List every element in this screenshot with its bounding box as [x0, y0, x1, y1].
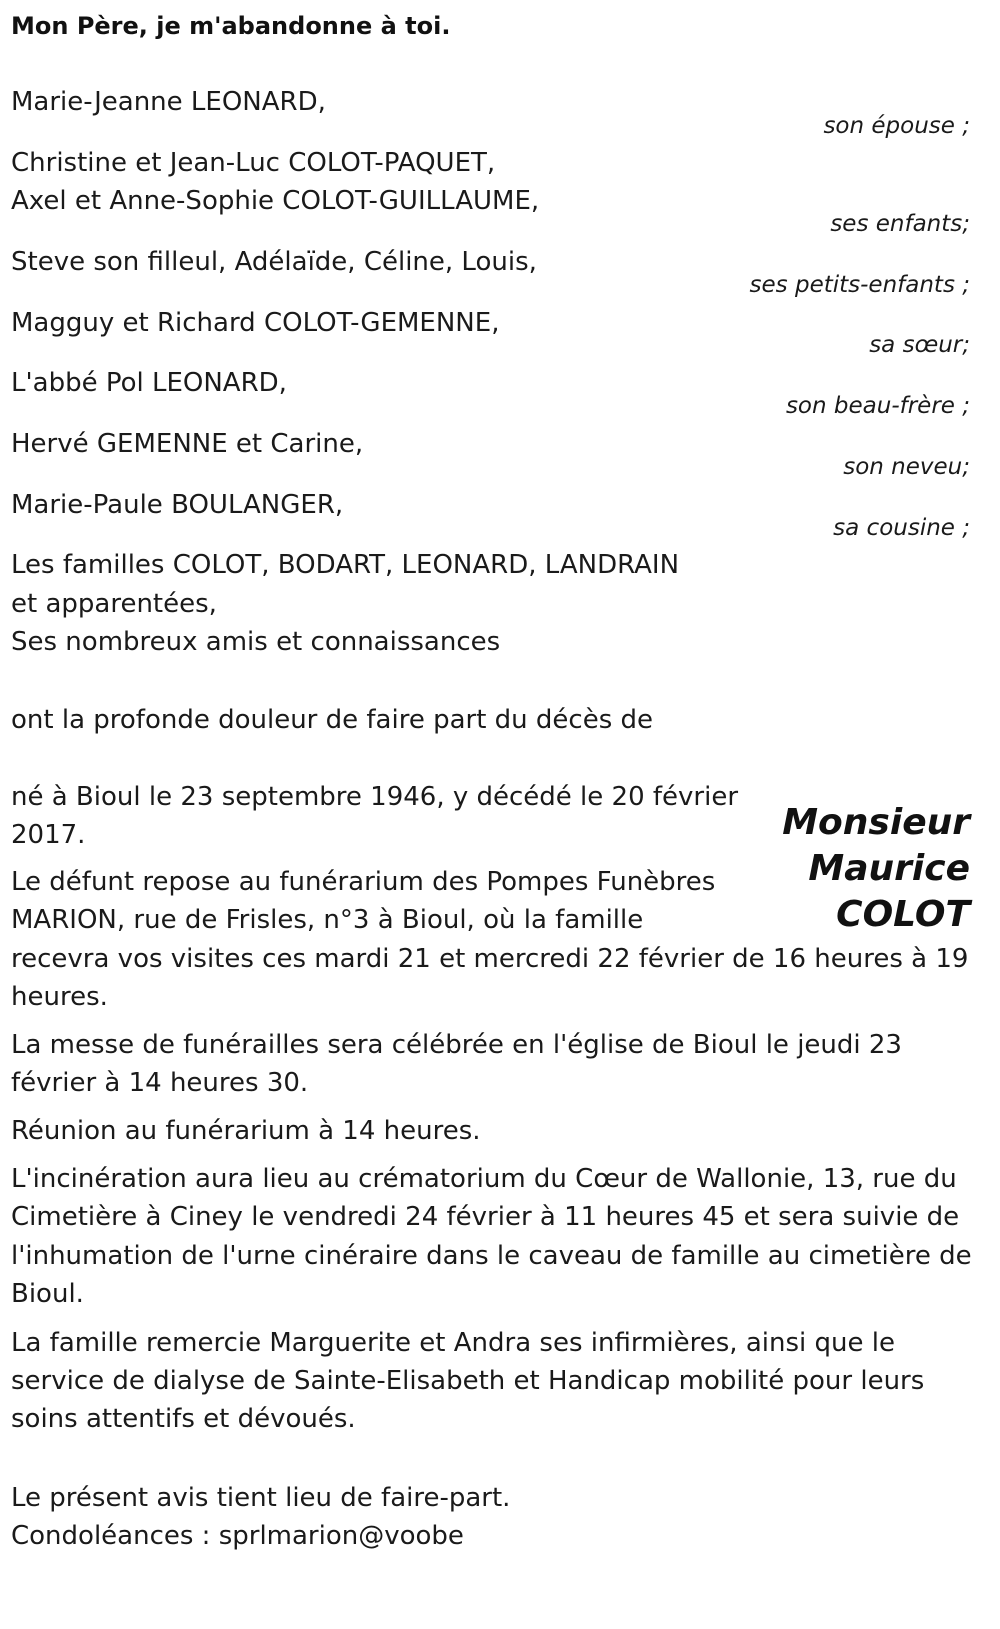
cremation-line: Bioul.	[11, 1279, 84, 1309]
meeting-line: Réunion au funérarium à 14 heures.	[11, 1116, 481, 1146]
family-member-line: Ses nombreux amis et connaissances	[11, 627, 501, 657]
condolences-line: Condoléances : sprlmarion@voobe	[11, 1521, 464, 1551]
thanks-line: La famille remercie Marguerite et Andra ses infirmières, ainsi que le	[11, 1328, 895, 1358]
repose-line: Le défunt repose au funérarium des Pompes Funèbres	[11, 867, 716, 897]
cremation-line: Cimetière à Ciney le vendredi 24 février à 11 heures 45 et sera suivie de	[11, 1202, 960, 1232]
deceased-last-name: COLOT	[836, 894, 970, 935]
repose-line: MARION, rue de Frisles, n°3 à Bioul, où la famille	[11, 905, 644, 935]
family-member-line: Magguy et Richard COLOT-GEMENNE,	[11, 308, 500, 338]
family-member-line: Marie-Paule BOULANGER,	[11, 490, 344, 520]
family-role: son épouse ;	[823, 113, 970, 139]
repose-line: heures.	[11, 982, 108, 1012]
birth-death-line: 2017.	[11, 820, 86, 850]
thanks-line: soins attentifs et dévoués.	[11, 1404, 356, 1434]
family-member-line: Marie-Jeanne LEONARD,	[11, 87, 326, 117]
mass-line: février à 14 heures 30.	[11, 1068, 309, 1098]
family-role: sa sœur;	[869, 332, 970, 358]
notice-line: Le présent avis tient lieu de faire-part.	[11, 1483, 511, 1513]
family-role: son neveu;	[843, 454, 970, 480]
cremation-line: L'incinération aura lieu au crématorium du Cœur de Wallonie, 13, rue du	[11, 1164, 957, 1194]
family-member-line: L'abbé Pol LEONARD,	[11, 368, 287, 398]
family-member-line: Les familles COLOT, BODART, LEONARD, LANDRAIN	[11, 550, 680, 580]
cremation-line: l'inhumation de l'urne cinéraire dans le caveau de famille au cimetière de	[11, 1241, 972, 1271]
announcement-text: ont la profonde douleur de faire part du décès de	[11, 705, 654, 735]
family-member-line: et apparentées,	[11, 589, 217, 619]
family-role: sa cousine ;	[833, 515, 970, 541]
deceased-name	[782, 800, 970, 938]
family-member-line: Hervé GEMENNE et Carine,	[11, 429, 364, 459]
deceased-first-name: Maurice	[808, 848, 970, 889]
family-member-line: Steve son filleul, Adélaïde, Céline, Louis,	[11, 247, 537, 277]
family-role: ses enfants;	[830, 211, 970, 237]
family-role: son beau-frère ;	[785, 393, 970, 419]
thanks-line: service de dialyse de Sainte-Elisabeth et Handicap mobilité pour leurs	[11, 1366, 925, 1396]
repose-line: recevra vos visites ces mardi 21 et mercredi 22 février de 16 heures à 19	[11, 944, 969, 974]
family-member-line: Christine et Jean-Luc COLOT-PAQUET,	[11, 148, 496, 178]
opening-prayer: Mon Père, je m'abandonne à toi.	[11, 12, 451, 40]
deceased-title: Monsieur	[782, 802, 970, 843]
birth-death-line: né à Bioul le 23 septembre 1946, y décédé le 20 février	[11, 782, 739, 812]
family-role: ses petits-enfants ;	[749, 272, 970, 298]
family-member-line: Axel et Anne-Sophie COLOT-GUILLAUME,	[11, 186, 540, 216]
mass-line: La messe de funérailles sera célébrée en l'église de Bioul le jeudi 23	[11, 1030, 902, 1060]
